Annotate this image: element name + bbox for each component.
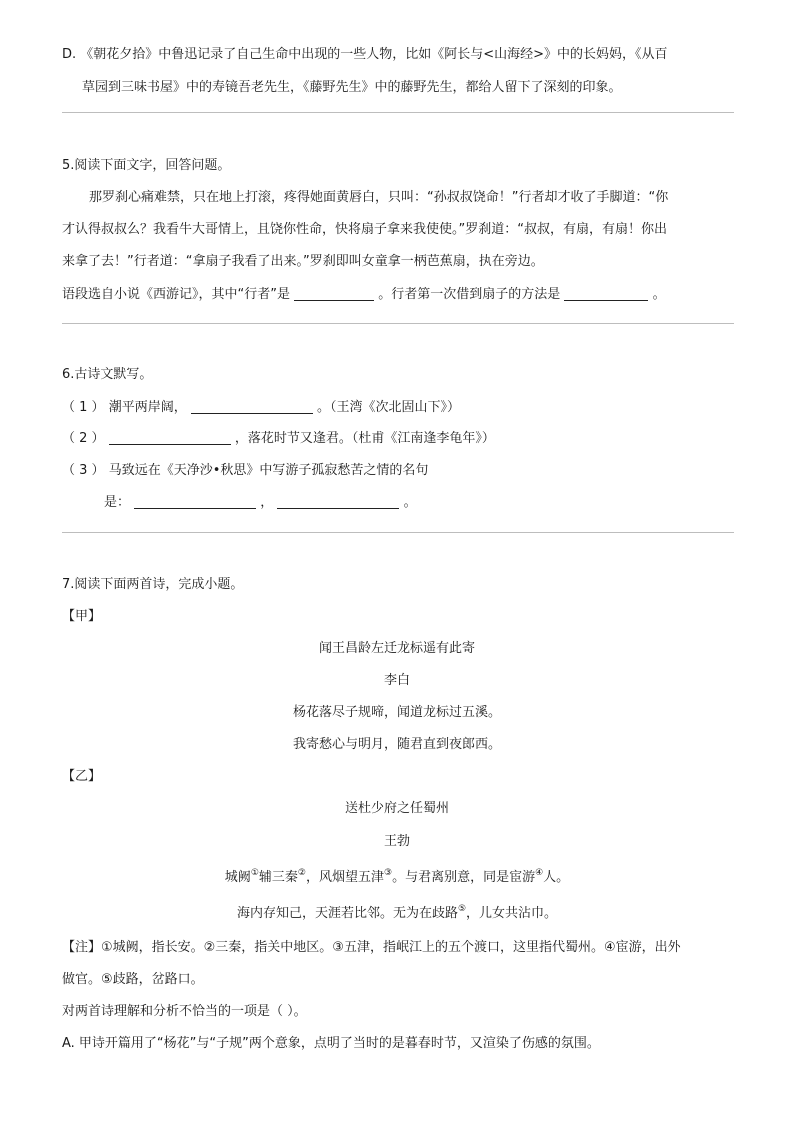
notes-line1: 【注】①城阙，指长安。②三秦，指关中地区。③五津，指岷江上的五个渡口，这里指代蜀州。④宦游，出外 (62, 940, 681, 955)
footnote-marker: ① (250, 868, 259, 878)
q4-option-d-line2: 草园到三味书屋》中的寿镜吾老先生，《藤野先生》中的藤野先生，都给人留下了深刻的印象。 (82, 80, 622, 95)
q5-question (62, 286, 666, 304)
notes-line2: 做官。⑤歧路，岔路口。 (62, 972, 204, 987)
poem-text: 海内存知己，天涯若比邻。无为在歧路 (236, 906, 458, 921)
answer-blank[interactable] (134, 494, 256, 509)
poem-text: 。与君离别意，同是宦游 (392, 870, 536, 885)
q6-item3-is: 是： (104, 495, 131, 510)
q6-item3-comma: ， (260, 495, 274, 510)
item-number: （ 2 ） (62, 431, 105, 446)
q5-paragraph-line1: 那罗刹心痛难禁，只在地上打滚，疼得她面黄唇白，只叫：“孙叔叔饶命！”行者却才收了手脚道：“你 (89, 190, 669, 205)
q6-title: 6.古诗文默写。 (62, 367, 153, 382)
footnote-marker: ⑤ (457, 904, 467, 914)
divider (62, 532, 734, 533)
q6-item1-text: 潮平两岸阔， (108, 400, 187, 415)
q5-paragraph-line3: 来拿了去！”行者道：“拿扇子我看了出来。”罗刹即叫女童拿一柄芭蕉扇，执在旁边。 (62, 254, 544, 269)
poem1-line2: 我寄愁心与明月，随君直到夜郎西。 (292, 737, 501, 752)
poem-text: 人。 (543, 870, 570, 885)
footnote-marker: ② (297, 868, 306, 878)
poem-text: 城阙 (224, 870, 251, 885)
q5-title: 5.阅读下面文字，回答问题。 (62, 158, 231, 173)
answer-blank[interactable] (277, 494, 399, 509)
poem1-title: 闻王昌龄左迁龙标遥有此寄 (318, 641, 475, 656)
item-number: （ 3 ） (62, 463, 105, 478)
poem2-line1 (0, 869, 794, 887)
poem2-author: 王勃 (383, 834, 410, 849)
q4-option-d-line1: D. 《朝花夕拾》中鲁迅记录了自己生命中出现的一些人物，比如《阿长与<山海经>》中的长妈妈，《从百 (62, 47, 668, 62)
poem2-line2 (0, 905, 794, 923)
poem2-title: 送杜少府之任蜀州 (344, 801, 449, 816)
q6-item3-answer (104, 494, 417, 512)
q6-item1 (62, 399, 460, 417)
q6-item2 (62, 430, 495, 448)
answer-blank[interactable] (294, 286, 374, 301)
q7-title: 7.阅读下面两首诗，完成小题。 (62, 577, 244, 592)
answer-blank[interactable] (191, 399, 313, 414)
answer-blank[interactable] (564, 286, 648, 301)
footnote-marker: ④ (535, 868, 544, 878)
poem-label-yi: 【乙】 (62, 769, 102, 784)
answer-blank[interactable] (109, 430, 231, 445)
divider (62, 323, 734, 324)
poem-text: ，风烟望五津 (305, 870, 384, 885)
q6-item3-end: 。 (403, 495, 417, 510)
poem-label-jia: 【甲】 (62, 609, 102, 624)
q7-option-a: A. 甲诗开篇用了“杨花”与“子规”两个意象，点明了当时的是暮春时节，又渲染了伤感的氛围。 (62, 1036, 600, 1051)
footnote-marker: ③ (384, 868, 393, 878)
divider (62, 112, 734, 113)
poem1-line1: 杨花落尽子规啼，闻道龙标过五溪。 (292, 705, 501, 720)
q6-item1-source: 。（王湾《次北固山下》） (316, 400, 460, 415)
q5-paragraph-line2: 才认得叔叔么？我看牛大哥情上，且饶你性命，快将扇子拿来我使使。”罗刹道：“叔叔，有扇，有扇！你出 (62, 222, 667, 237)
q5-question-end: 。 (652, 287, 666, 302)
item-number: （ 1 ） (62, 400, 105, 415)
q7-question: 对两首诗理解和分析不恰当的一项是（ ）。 (62, 1004, 307, 1019)
q6-item3 (62, 462, 428, 480)
q5-question-part1: 语段选自小说《西游记》，其中“行者”是 (62, 287, 290, 302)
q6-item3-text: 马致远在《天净沙•秋思》中写游子孤寂愁苦之情的名句 (108, 463, 429, 478)
q5-question-part2: 。行者第一次借到扇子的方法是 (378, 287, 561, 302)
q6-item2-source: ，落花时节又逢君。（杜甫《江南逢李龟年》） (234, 431, 495, 446)
poem-text: ，儿女共沾巾。 (466, 906, 558, 921)
poem-text: 辅三秦 (258, 870, 298, 885)
poem1-author: 李白 (383, 673, 410, 688)
